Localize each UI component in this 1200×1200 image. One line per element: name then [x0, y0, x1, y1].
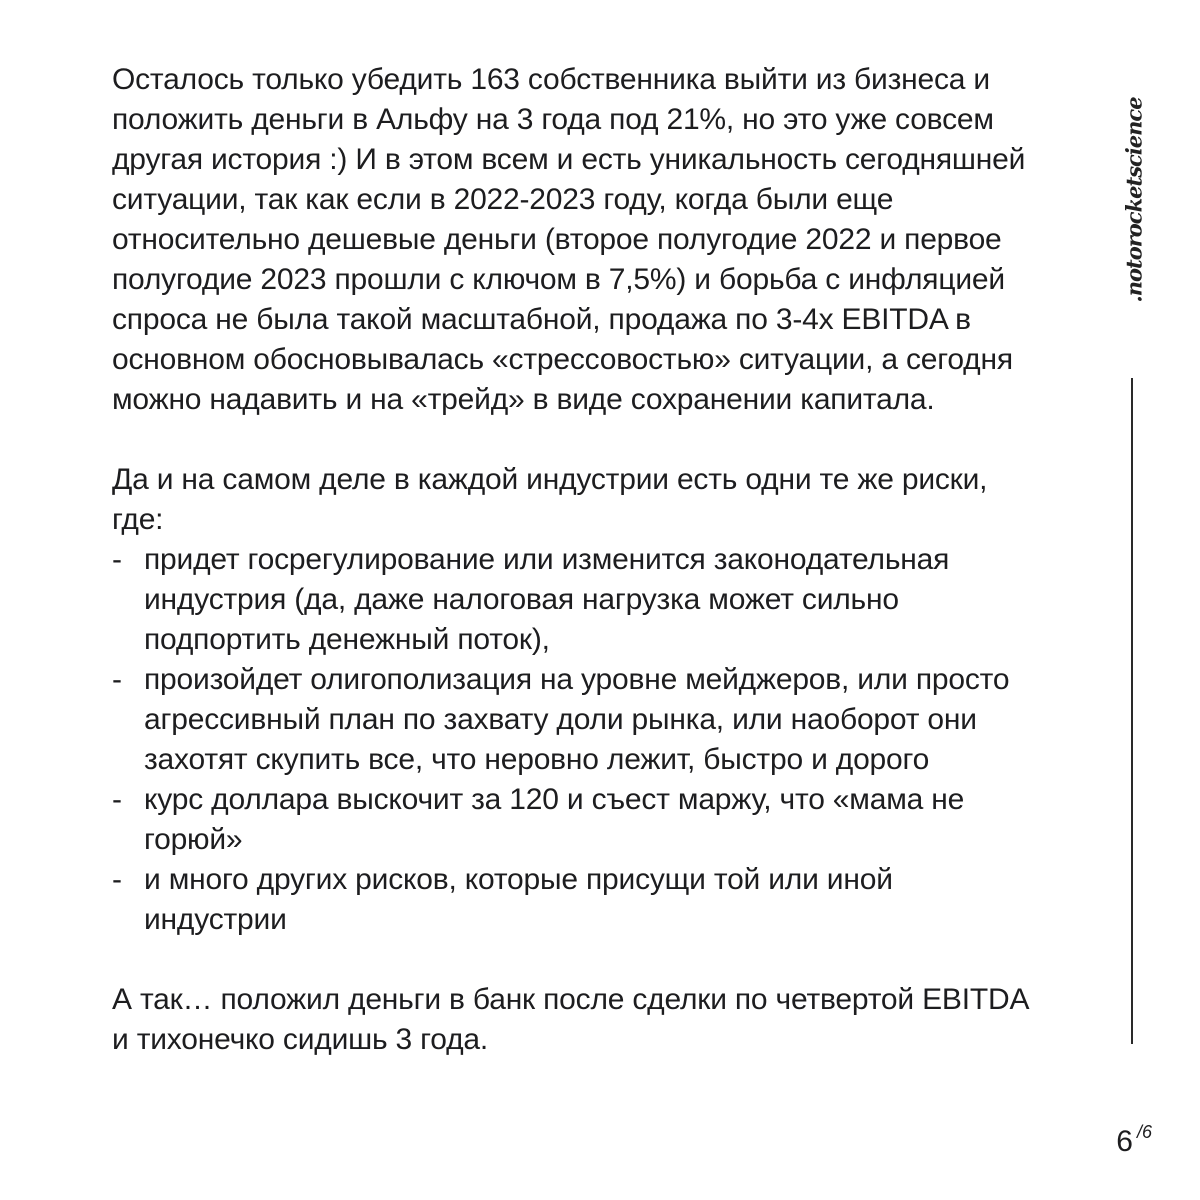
list-item	[112, 660, 1042, 780]
list-item-text: курс доллара выскочит за 120 и съест маржу, что «мама не горюй»	[144, 783, 965, 856]
risk-list	[112, 540, 1042, 940]
list-bullet: -	[112, 863, 122, 896]
vertical-divider	[1131, 378, 1133, 1044]
page-indicator	[1116, 1122, 1152, 1162]
brand-watermark	[1121, 97, 1147, 303]
paragraph-spacer	[112, 940, 1042, 980]
page-current-number: 6	[1116, 1125, 1133, 1158]
page-total-number: /6	[1136, 1122, 1152, 1142]
list-item-text: и много других рисков, которые присущи той или иной индустрии	[144, 863, 893, 936]
list-item-text: произойдет олигополизация на уровне мейджеров, или просто агрессивный план по захвату доли рынка, или наоборот они захотят скупить все, что неровно лежит, быстро и дорого	[144, 663, 1010, 776]
paragraph-intro: Осталось только убедить 163 собственника выйти из бизнеса и положить деньги в Альфу на 3 года под 21%, но это уже совсем другая история :) И в этом всем и есть уникальность сегодняшней ситуации, так как если в 2022-2023 году, когда были еще относительно дешевые деньги (второе полугодие 2022 и первое полугодие 2023 прошли с ключом в 7,5%) и борьба с инфляцией спроса не была такой масштабной, продажа по 3-4х EBITDA в основном обосновывалась «стрессовостью» ситуации, а сегодня можно надавить и на «трейд» в виде сохранении капитала.	[112, 63, 1026, 416]
list-item-text: придет госрегулирование или изменится законодательная индустрия (да, даже налоговая нагрузка может сильно подпортить денежный поток),	[144, 543, 950, 656]
list-bullet: -	[112, 663, 122, 696]
paragraph-risks-intro: Да и на самом деле в каждой индустрии есть одни те же риски, где:	[112, 463, 988, 536]
paragraph-conclusion: А так… положил деньги в банк после сделки по четвертой EBITDA и тихонечко сидишь 3 года.	[112, 983, 1028, 1056]
article-body	[112, 60, 1042, 1060]
list-bullet: -	[112, 783, 122, 816]
list-item	[112, 780, 1042, 860]
paragraph-spacer	[112, 420, 1042, 460]
list-item	[112, 860, 1042, 940]
list-item	[112, 540, 1042, 660]
list-bullet: -	[112, 543, 122, 576]
brand-logo-text: .notorocketscience	[1121, 97, 1147, 303]
